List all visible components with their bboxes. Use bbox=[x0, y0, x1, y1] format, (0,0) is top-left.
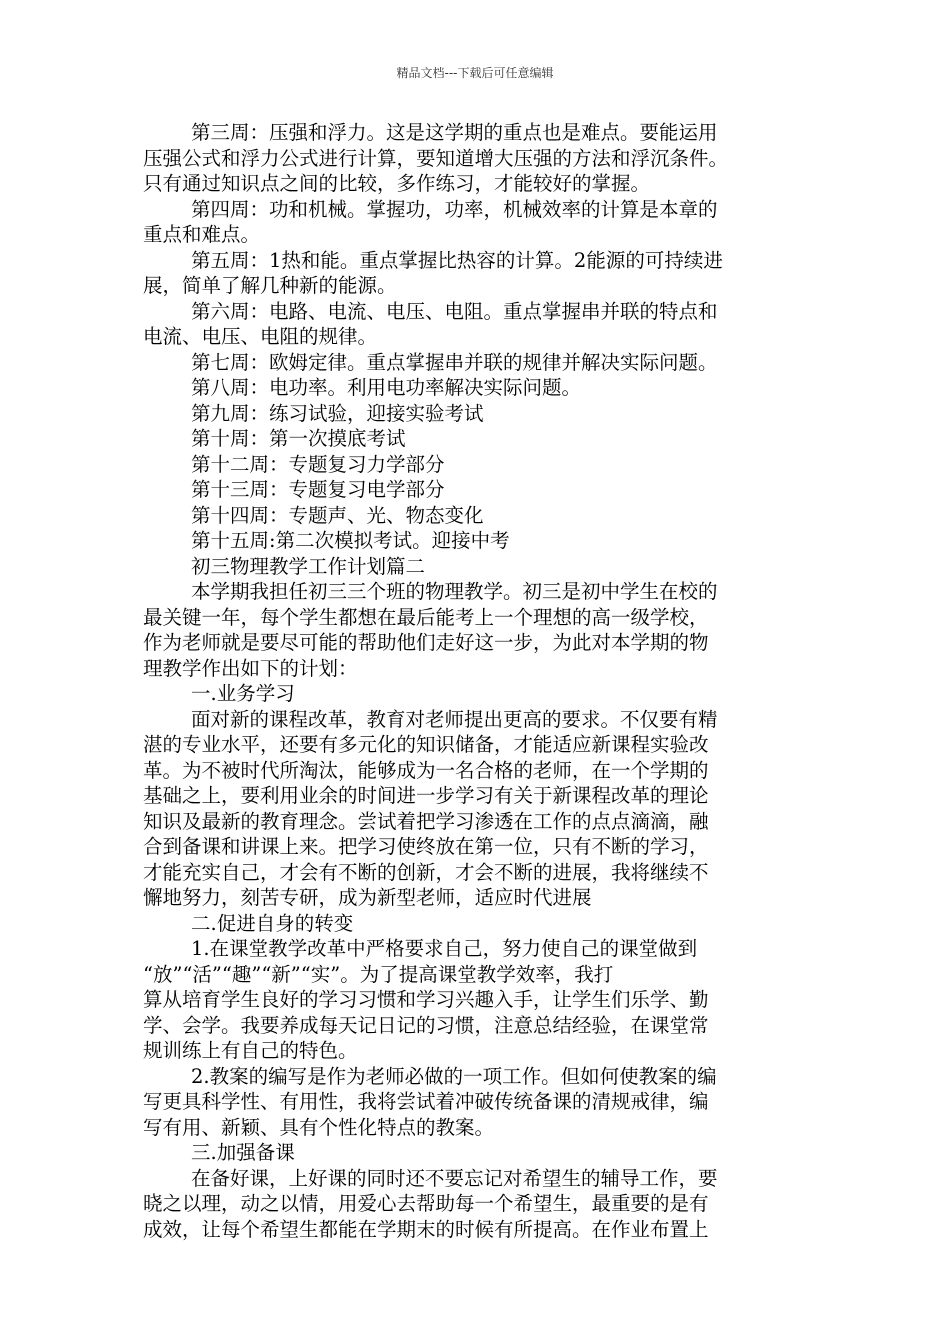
text-line: 第三周：压强和浮力。这是这学期的重点也是难点。要能运用 bbox=[191, 121, 718, 144]
text-line: 1.在课堂教学改革中严格要求自己，努力使自己的课堂做到 bbox=[191, 937, 698, 960]
text-line: 初三物理教学工作计划篇二 bbox=[191, 554, 426, 578]
text-line: 成效，让每个希望生都能在学期末的时候有所提高。在作业布置上 bbox=[143, 1217, 709, 1241]
text-line: 第十二周：专题复习力学部分 bbox=[191, 452, 445, 476]
text-line: 最关键一年，每个学生都想在最后能考上一个理想的高一级学校， bbox=[143, 605, 709, 629]
text-line: 学、会学。我要养成每天记日记的习惯，注意总结经验，在课堂常 bbox=[143, 1013, 709, 1037]
text-line: 三.加强备课 bbox=[191, 1141, 295, 1164]
text-line: 晓之以理，动之以情，用爱心去帮助每一个希望生，最重要的是有 bbox=[143, 1192, 709, 1215]
text-line: 才能充实自己，才会有不断的创新，才会不断的进展，我将继续不 bbox=[143, 860, 709, 884]
text-line: 压强公式和浮力公式进行计算，要知道增大压强的方法和浮沉条件。 bbox=[143, 146, 729, 170]
text-line: 第九周：练习试验，迎接实验考试 bbox=[191, 401, 484, 425]
text-line: 第五周：1热和能。重点掌握比热容的计算。2能源的可持续进 bbox=[191, 248, 723, 272]
text-line: “放”“活”“趣”“新”“实”。为了提高课堂教学效率，我打 bbox=[143, 962, 614, 986]
text-line: 第七周：欧姆定律。重点掌握串并联的规律并解决实际问题。 bbox=[191, 350, 718, 374]
text-line: 2.教案的编写是作为老师必做的一项工作。但如何使教案的编 bbox=[191, 1064, 717, 1088]
text-line: 本学期我担任初三三个班的物理教学。初三是初中学生在校的 bbox=[191, 580, 718, 603]
text-line: 合到备课和讲课上来。把学习使终放在第一位，只有不断的学习， bbox=[143, 835, 709, 858]
text-line: 作为老师就是要尽可能的帮助他们走好这一步，为此对本学期的物 bbox=[143, 631, 709, 654]
document-body bbox=[143, 120, 815, 1242]
text-line: 湛的专业水平，还要有多元化的知识储备，才能适应新课程实验改 bbox=[143, 733, 709, 756]
text-line: 规训练上有自己的特色。 bbox=[143, 1039, 358, 1062]
text-line: 在备好课，上好课的同时还不要忘记对希望生的辅导工作，要 bbox=[191, 1166, 718, 1190]
text-line: 写更具科学性、有用性，我将尝试着冲破传统备课的清规戒律，编 bbox=[143, 1090, 709, 1113]
text-line: 只有通过知识点之间的比较，多作练习，才能较好的掌握。 bbox=[143, 172, 651, 195]
text-line: 第十周：第一次摸底考试 bbox=[191, 427, 406, 450]
text-line: 电流、电压、电阻的规律。 bbox=[143, 325, 378, 348]
text-line: 二.促进自身的转变 bbox=[191, 911, 354, 935]
text-line: 第六周：电路、电流、电压、电阻。重点掌握串并联的特点和 bbox=[191, 299, 718, 323]
text-line: 知识及最新的教育理念。尝试着把学习渗透在工作的点点滴滴，融 bbox=[143, 809, 709, 833]
text-line: 写有用、新颖、具有个性化特点的教案。 bbox=[143, 1115, 495, 1139]
text-line: 第十四周：专题声、光、物态变化 bbox=[191, 503, 484, 527]
text-line: 面对新的课程改革，教育对老师提出更高的要求。不仅要有精 bbox=[191, 707, 718, 731]
text-line: 第十三周：专题复习电学部分 bbox=[191, 478, 445, 501]
text-line: 革。为不被时代所淘汰，能够成为一名合格的老师，在一个学期的 bbox=[143, 758, 709, 782]
text-line: 理教学作出如下的计划： bbox=[143, 656, 358, 680]
text-line: 第四周：功和机械。掌握功，功率，机械效率的计算是本章的 bbox=[191, 197, 718, 221]
text-line: 第八周：电功率。利用电功率解决实际问题。 bbox=[191, 376, 582, 399]
text-line: 一.业务学习 bbox=[191, 682, 295, 705]
text-line: 基础之上，要利用业余的时间进一步学习有关于新课程改革的理论 bbox=[143, 784, 709, 807]
text-line: 算从培育学生良好的学习习惯和学习兴趣入手，让学生们乐学、勤 bbox=[143, 988, 709, 1011]
text-line: 第十五周:第二次模拟考试。迎接中考 bbox=[191, 529, 510, 552]
page-header: 精品文档---下载后可任意编辑 bbox=[396, 66, 554, 80]
text-line: 重点和难点。 bbox=[143, 223, 261, 246]
text-line: 展，简单了解几种新的能源。 bbox=[143, 274, 397, 297]
text-line: 懈地努力，刻苦专研，成为新型老师，适应时代进展 bbox=[143, 886, 592, 909]
